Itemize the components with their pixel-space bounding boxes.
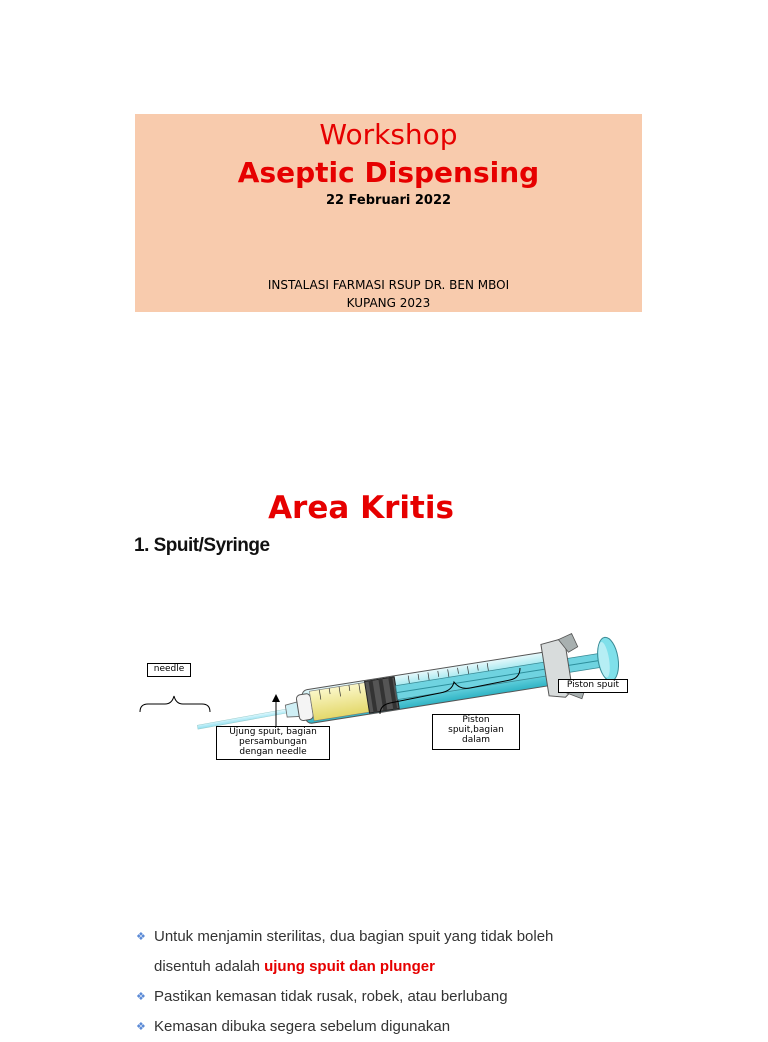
piston-dalam-line-1: Piston bbox=[462, 715, 490, 725]
needle-label bbox=[147, 663, 191, 677]
list-item bbox=[136, 982, 756, 1012]
organizer-line-1: INSTALASI FARMASI RSUP DR. BEN MBOI bbox=[267, 278, 510, 292]
bullet-3-text: Kemasan dibuka segera sebelum digunakan bbox=[154, 1018, 451, 1035]
piston-spuit-label-text: Piston spuit bbox=[566, 680, 620, 690]
bullet-list bbox=[136, 922, 756, 1042]
syringe-diagram bbox=[130, 590, 650, 770]
needle-label-text: needle bbox=[153, 664, 185, 674]
piston-dalam-line-3: dalam bbox=[461, 735, 490, 745]
bullet-1-highlight: ujung spuit dan plunger bbox=[264, 958, 435, 975]
workshop-date: 22 Februari 2022 bbox=[325, 193, 452, 208]
title-slide-box bbox=[135, 114, 642, 312]
spuit-syringe-subheading: 1. Spuit/Syringe bbox=[134, 535, 270, 556]
organizer-line-2: KUPANG 2023 bbox=[346, 296, 431, 310]
bullet-1-line-2: disentuh adalah bbox=[154, 958, 265, 975]
piston-dalam-label bbox=[432, 714, 520, 750]
aseptic-dispensing-title: Aseptic Dispensing bbox=[237, 156, 540, 189]
ujung-spuit-label bbox=[216, 726, 330, 760]
bullet-2-text: Pastikan kemasan tidak rusak, robek, atau berlubang bbox=[154, 988, 508, 1005]
diamond-bullet-icon: ❖ bbox=[136, 1021, 146, 1033]
ujung-label-line-1: Ujung spuit, bagian bbox=[229, 727, 317, 737]
needle-brace bbox=[140, 696, 210, 712]
list-item bbox=[136, 922, 756, 982]
piston-spuit-label bbox=[558, 679, 628, 693]
ujung-label-line-2: persambungan bbox=[239, 737, 307, 747]
workshop-title: Workshop bbox=[319, 118, 458, 151]
diamond-bullet-icon: ❖ bbox=[136, 931, 146, 943]
area-kritis-title: Area Kritis bbox=[268, 490, 454, 526]
bullet-1-line-1: Untuk menjamin sterilitas, dua bagian spuit yang tidak boleh bbox=[154, 928, 554, 945]
diamond-bullet-icon: ❖ bbox=[136, 991, 146, 1003]
piston-dalam-line-2: spuit,bagian bbox=[448, 725, 504, 735]
ujung-label-line-3: dengan needle bbox=[239, 747, 307, 757]
list-item bbox=[136, 1012, 756, 1042]
